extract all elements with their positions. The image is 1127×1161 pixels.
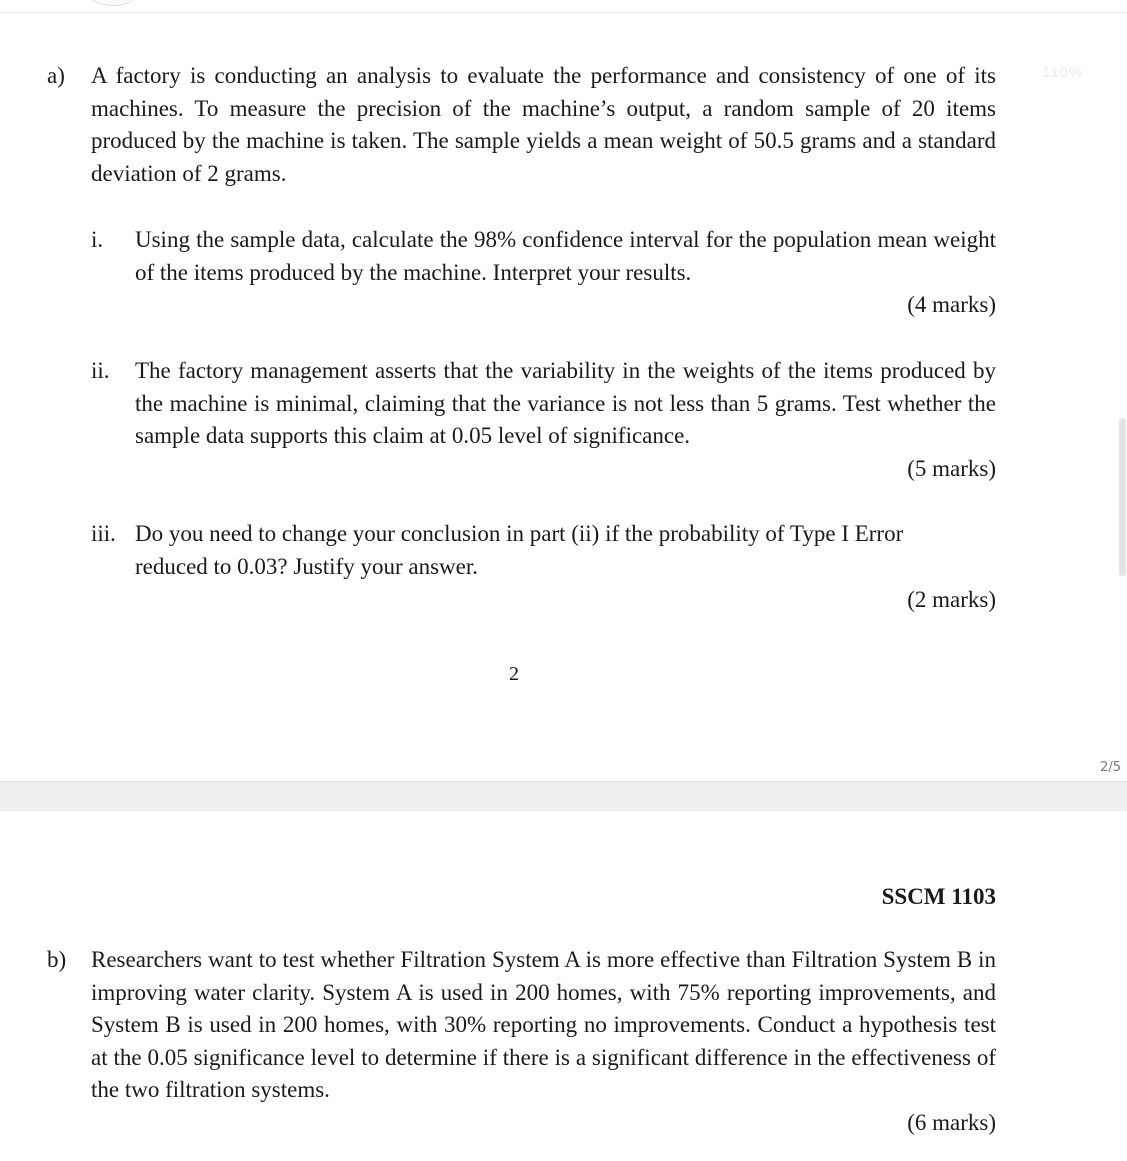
question-a-label: a) [47,63,65,88]
viewer-top-border [0,12,1127,13]
part-ii-label: ii. [91,358,110,383]
part-iii-text: Do you need to change your conclusion in part (ii) if the probability of Type I Error reduced to 0.03? Justify your answer. [135,521,904,579]
part-iii-label: iii. [91,521,116,546]
part-ii-text: The factory management asserts that the variability in the weights of the items produced by the machine is minimal, claiming that the variance is not less than 5 grams. Test whether the sample data supports this claim at 0.05 level of significance. [135,358,996,449]
vertical-scrollbar[interactable] [1119,418,1126,576]
faded-overlay-label: 110% [1042,64,1084,81]
question-a-text: A factory is conducting an analysis to evaluate the performance and consistency of one of its machines. To measure the precision of the machine’s output, a random sample of 20 items produced by the machine is taken. The sample yields a mean weight of 50.5 grams and a standard deviation of 2 grams. [91,63,996,186]
part-iii-marks: (2 marks) [907,587,996,612]
viewer-top-control[interactable] [90,0,136,6]
part-i-label: i. [91,227,104,252]
page-separator [0,781,1127,811]
page-number: 2 [509,663,519,685]
question-b-label: b) [47,947,67,972]
part-i-text: Using the sample data, calculate the 98% confidence interval for the population mean weight of the items produced by the machine. Interpret your results. [135,227,996,285]
part-ii-marks: (5 marks) [907,456,996,481]
question-b-text: Researchers want to test whether Filtration System A is more effective than Filtration System B in improving water clarity. System A is used in 200 homes, with 75% reporting improvements, and System B is used in 200 homes, with 30% reporting no improvements. Conduct a hypothesis test at the 0.05 significance level to determine if there is a significant difference in the effectiveness of the two filtration systems. [91,947,996,1103]
question-b-marks: (6 marks) [907,1110,996,1135]
part-i-marks: (4 marks) [907,292,996,317]
page-indicator: 2/5 [1100,760,1121,775]
course-code-header: SSCM 1103 [881,884,996,909]
